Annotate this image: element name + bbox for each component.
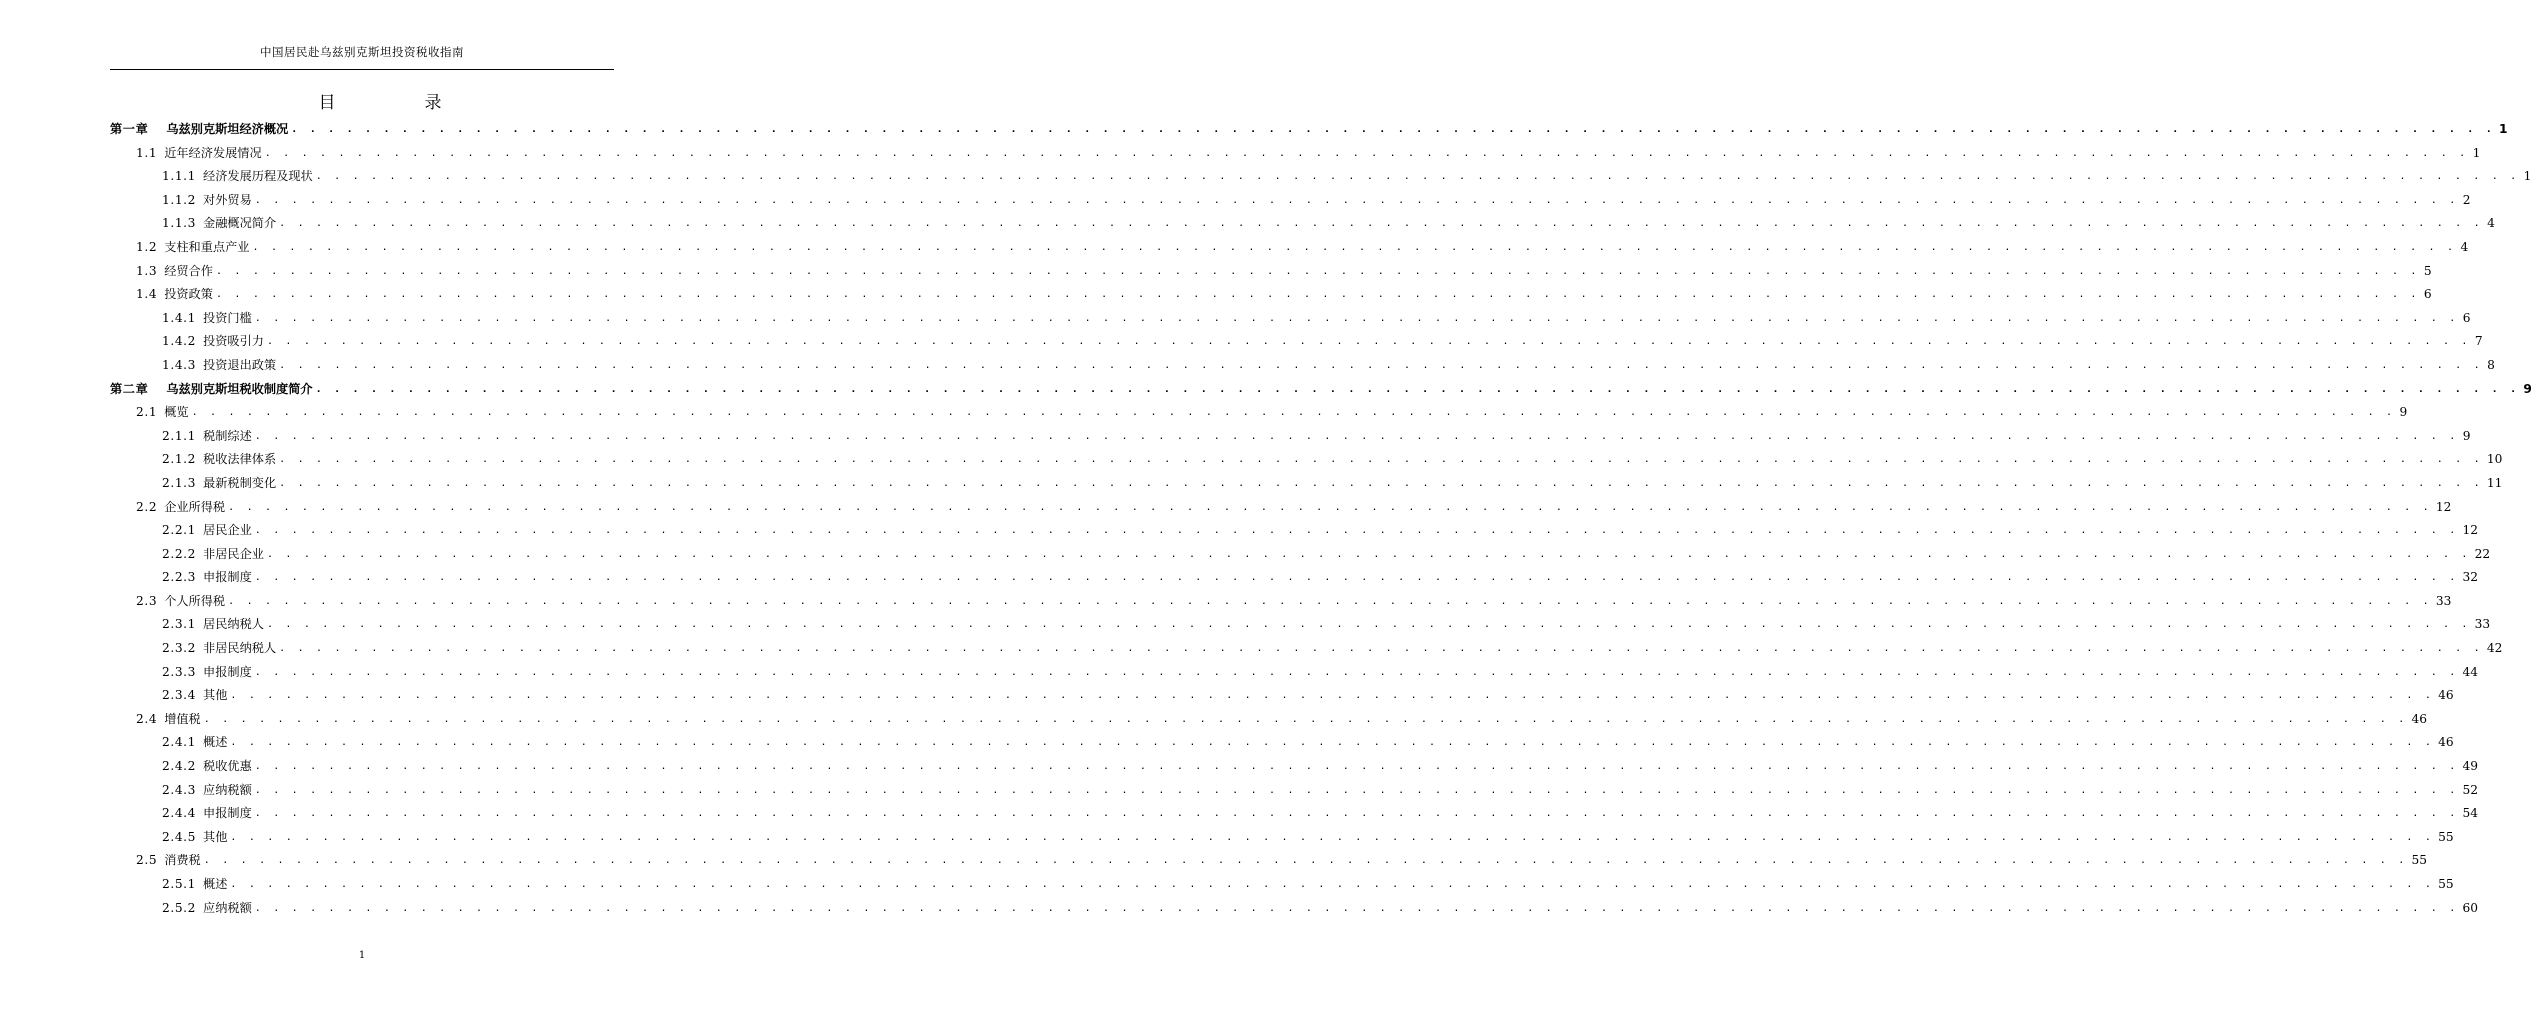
toc-entry-number: 2.5.1 (162, 877, 197, 891)
toc-entry-title: 投资退出政策 (203, 357, 277, 372)
toc-entry-title: 申报制度 (203, 806, 252, 821)
toc-entry-title: 应纳税额 (203, 782, 252, 797)
dot-leader: . . . . . . . . . . . . . . . . . . . . . . . . . . . . . . . . . . . . . . . . . . . . . . . . . . . . . . . . . . . . . . . . . . . . . . . . . . . . . . . . . . . . . . . . . . . . . . . . . . . . . . . . . . . . . . . . . . . . . . . . (254, 430, 2459, 442)
toc-entry[interactable] (110, 260, 2432, 284)
toc-entry[interactable] (110, 731, 2454, 755)
dot-leader: . . . . . . . . . . . . . . . . . . . . . . . . . . . . . . . . . . . . . . . . . . . . . . . . . . . . . . . . . . . . . . . . . . . . . . . . . . . . . . . . . . . . . . . . . . . . . . . . . . . . . . . . . . . . . . . . . . . . . . . . (254, 525, 2459, 537)
toc-entry-number: 2.4 (136, 711, 158, 726)
toc-entry-title: 申报制度 (203, 570, 252, 585)
toc-entry-number: 2.1.2 (162, 452, 197, 467)
toc-entry-page: 55 (2411, 853, 2427, 868)
toc-entry-title: 最新税制变化 (203, 475, 277, 490)
toc-entry-page: 44 (2462, 664, 2478, 679)
dot-leader: . . . . . . . . . . . . . . . . . . . . . . . . . . . . . . . . . . . . . . . . . . . . . . . . . . . . . . . . . . . . . . . . . . . . . . . . . . . . . . . . . . . . . . . . . . . . . . . . . . . . . . . . . . . . . . . . . . . . . . . . (254, 784, 2459, 796)
toc-entry-page: 54 (2462, 806, 2478, 821)
toc-entry-page: 1 (2498, 122, 2508, 136)
toc-entry[interactable] (110, 378, 2532, 402)
toc-entry-number: 1.1 (136, 145, 158, 160)
toc-title: 目 录 (318, 93, 478, 113)
toc-entry-number: 2.1.1 (162, 428, 197, 443)
toc-entry[interactable] (110, 566, 2478, 590)
toc-entry[interactable] (110, 307, 2471, 331)
dot-leader: . . . . . . . . . . . . . . . . . . . . . . . . . . . . . . . . . . . . . . . . . . . . . . . . . . . . . . . . . . . . . . . . . . . . . . . . . . . . . . . . . . . . . . . . . . . . . . . . . . . . . . . . . . . . . . . . . . . . . . . . (254, 761, 2459, 773)
toc-entry[interactable] (110, 613, 2491, 637)
toc-entry-title: 非居民纳税人 (203, 641, 277, 656)
dot-leader: . . . . . . . . . . . . . . . . . . . . . . . . . . . . . . . . . . . . . . . . . . . . . . . . . . . . . . . . . . . . . . . . . . . . . . . . . . . . . . . . . . . . . . . . . . . . . . . . . . . . . . . . . . . . . . . . . . . . . . . . (266, 548, 2471, 560)
toc-entry[interactable] (110, 826, 2454, 850)
toc-entry-title: 投资政策 (164, 287, 213, 302)
toc-entry-page: 2 (2462, 192, 2471, 207)
toc-entry-title: 税制综述 (203, 428, 252, 443)
toc-entry-page: 5 (2423, 263, 2432, 278)
toc-entry[interactable] (110, 472, 2503, 496)
toc-entry-title: 税收法律体系 (203, 452, 277, 467)
toc-entry-number: 1.4.3 (162, 357, 197, 372)
toc-entry-title: 概述 (203, 877, 228, 891)
dot-leader: . . . . . . . . . . . . . . . . . . . . . . . . . . . . . . . . . . . . . . . . . . . . . . . . . . . . . . . . . . . . . . . . . . . . . . . . . . . . . . . . . . . . . . . . . . . . . . . . . . . . . . . . . . . . . . . . . . . . . . . . (230, 831, 2435, 843)
dot-leader: . . . . . . . . . . . . . . . . . . . . . . . . . . . . . . . . . . . . . . . . . . . . . . . . . . . . . . . . . . . . . . . . . . . . . . . . . . . . . . . . . . . . . . . . . . . . . . . . . . . . . . . . . . . . . . . . . . . . . . . . (215, 265, 2420, 277)
toc-entry-number: 2.3.1 (162, 617, 197, 632)
toc-entry[interactable] (110, 448, 2503, 472)
toc-entry-title: 消费税 (164, 853, 201, 868)
toc-entry-title: 支柱和重点产业 (164, 239, 250, 254)
toc-entry-number: 1.1.2 (162, 192, 197, 207)
toc-entry-page: 55 (2438, 877, 2454, 891)
toc-entry[interactable] (110, 283, 2432, 307)
dot-leader: . . . . . . . . . . . . . . . . . . . . . . . . . . . . . . . . . . . . . . . . . . . . . . . . . . . . . . . . . . . . . . . . . . . . . . . . . . . . . . . . . . . . . . . . . . . . . . . . . . . . . . . . . . . . . . . . . . . . . . . . (228, 595, 2432, 607)
toc-entry-page: 46 (2438, 688, 2454, 703)
toc-entry-number: 2.2.1 (162, 523, 197, 538)
toc-entry-title: 投资吸引力 (203, 334, 264, 349)
toc-entry-title: 近年经济发展情况 (164, 145, 262, 160)
toc-entry-page: 4 (2487, 216, 2495, 231)
toc-entry[interactable] (110, 661, 2478, 685)
toc-entry-number: 2.2.2 (162, 546, 197, 561)
toc-entry-page: 12 (2462, 523, 2478, 538)
toc-entry[interactable] (110, 779, 2478, 803)
toc-entry[interactable] (110, 755, 2478, 779)
dot-leader: . . . . . . . . . . . . . . . . . . . . . . . . . . . . . . . . . . . . . . . . . . . . . . . . . . . . . . . . . . . . . . . . . . . . . . . . . . . . . . . . . . . . . . . . . . . . . . . . . . . . . . . . . . . . . . . . . . . . . . . . (254, 572, 2459, 584)
dot-leader: . . . . . . . . . . . . . . . . . . . . . . . . . . . . . . . . . . . . . . . . . . . . . . . . . . . . . . . . . . . . . . . . . . . . . . . . . . . . . . . . . . . . . . . . . . . . . . . . . . . . . . . . . . . . . . . . . . . . . . . . (279, 477, 2483, 489)
toc-entry[interactable] (110, 142, 2481, 166)
toc-entry-number: 1.3 (136, 263, 158, 278)
toc-entry-page: 33 (2435, 593, 2452, 608)
toc-entry[interactable] (110, 330, 2483, 354)
header-divider (110, 69, 614, 70)
toc-entry-number: 2.3.3 (162, 664, 197, 679)
toc-entry-number: 1.1.1 (162, 169, 197, 184)
running-header: 中国居民赴乌兹别克斯坦投资税收指南 (260, 45, 464, 59)
toc-entry-page: 1 (2472, 145, 2481, 160)
toc-entry-number: 2.4.3 (162, 782, 197, 797)
toc-entry[interactable] (110, 849, 2427, 873)
toc-entry-page: 22 (2474, 546, 2491, 561)
dot-leader: . . . . . . . . . . . . . . . . . . . . . . . . . . . . . . . . . . . . . . . . . . . . . . . . . . . . . . . . . . . . . . . . . . . . . . . . . . . . . . . . . . . . . . . . . . . . . . . . . . . . . . . . . . . . . . . . . . . . . . . . (254, 194, 2459, 206)
toc-entry-number: 2.3 (136, 593, 158, 608)
toc-entry[interactable] (110, 897, 2478, 921)
toc-entry-page: 11 (2486, 475, 2503, 490)
dot-leader: . . . . . . . . . . . . . . . . . . . . . . . . . . . . . . . . . . . . . . . . . . . . . . . . . . . . . . . . . . . . . . . . . . . . . . . . . . . . . . . . . . . . . . . . . . . . . . . . . . . . . . . . . . . . . . . . . . . . . . . . (254, 808, 2459, 820)
toc-entry-title: 个人所得税 (164, 593, 226, 608)
toc-entry-number: 1.4.2 (162, 334, 197, 349)
toc-entry[interactable] (110, 212, 2495, 236)
toc-entry[interactable] (110, 519, 2478, 543)
table-of-contents (110, 118, 2532, 920)
dot-leader: . . . . . . . . . . . . . . . . . . . . . . . . . . . . . . . . . . . . . . . . . . . . . . . . . . . . . . . . . . . . . . . . . . . . . . . . . . . . . . . . . . . . . . . . . . . . . . . . . . . . . . . . . . . . . . . . . . . . . . . . (279, 218, 2483, 230)
toc-entry-title: 企业所得税 (164, 499, 226, 514)
toc-entry-title: 其他 (203, 688, 228, 703)
dot-leader: . . . . . . . . . . . . . . . . . . . . . . . . . . . . . . . . . . . . . . . . . . . . . . . . . . . . . . . . . . . . . . . . . . . . . . . . . . . . . . . . . . . . . . . . . . . . . . . . . . . . . . . . . . . . . . . . . . . . . . . . (254, 312, 2459, 324)
toc-entry-page: 12 (2435, 499, 2452, 514)
dot-leader: . . . . . . . . . . . . . . . . . . . . . . . . . . . . . . . . . . . . . . . . . . . . . . . . . . . . . . . . . . . . . . . . . . . . . . . . . . . . . . . . . . . . . . . . . . . . . . . . . . . . . . . . . . . . . . . . . . . . . . . . (315, 171, 2520, 183)
toc-entry-title: 经济发展历程及现状 (203, 169, 313, 184)
toc-entry-number: 1.2 (136, 239, 158, 254)
toc-entry-title: 居民企业 (203, 523, 252, 538)
toc-entry[interactable] (110, 425, 2471, 449)
dot-leader: . . . . . . . . . . . . . . . . . . . . . . . . . . . . . . . . . . . . . . . . . . . . . . . . . . . . . . . . . . . . . . . . . . . . . . . . . . . . . . . . . . . . . . . . . . . . . . . . . . . . . . . . . . . . . . . . . . . . . . . . (291, 124, 2495, 135)
toc-entry[interactable] (110, 118, 2508, 142)
toc-entry[interactable] (110, 496, 2452, 520)
toc-entry-number: 2.5 (136, 853, 158, 868)
dot-leader: . . . . . . . . . . . . . . . . . . . . . . . . . . . . . . . . . . . . . . . . . . . . . . . . . . . . . . . . . . . . . . . . . . . . . . . . . . . . . . . . . . . . . . . . . . . . . . . . . . . . . . . . . . . . . . . . . . . . . . . . (191, 407, 2396, 419)
toc-entry-page: 33 (2474, 617, 2491, 632)
toc-entry-page: 46 (2438, 735, 2454, 750)
dot-leader: . . . . . . . . . . . . . . . . . . . . . . . . . . . . . . . . . . . . . . . . . . . . . . . . . . . . . . . . . . . . . . . . . . . . . . . . . . . . . . . . . . . . . . . . . . . . . . . . . . . . . . . . . . . . . . . . . . . . . . . . (254, 666, 2459, 678)
toc-entry-page: 42 (2486, 641, 2503, 656)
toc-entry-number: 2.1 (136, 405, 158, 420)
toc-entry-number: 2.2.3 (162, 570, 197, 585)
toc-entry-page: 52 (2462, 782, 2478, 797)
dot-leader: . . . . . . . . . . . . . . . . . . . . . . . . . . . . . . . . . . . . . . . . . . . . . . . . . . . . . . . . . . . . . . . . . . . . . . . . . . . . . . . . . . . . . . . . . . . . . . . . . . . . . . . . . . . . . . . . . . . . . . . . (230, 737, 2435, 749)
toc-entry[interactable] (110, 401, 2408, 425)
toc-entry-page: 55 (2438, 829, 2454, 844)
toc-entry-page: 6 (2423, 287, 2432, 302)
dot-leader: . . . . . . . . . . . . . . . . . . . . . . . . . . . . . . . . . . . . . . . . . . . . . . . . . . . . . . . . . . . . . . . . . . . . . . . . . . . . . . . . . . . . . . . . . . . . . . . . . . . . . . . . . . . . . . . . . . . . . . . . (279, 359, 2483, 371)
toc-entry-number: 2.1.3 (162, 475, 197, 490)
dot-leader: . . . . . . . . . . . . . . . . . . . . . . . . . . . . . . . . . . . . . . . . . . . . . . . . . . . . . . . . . . . . . . . . . . . . . . . . . . . . . . . . . . . . . . . . . . . . . . . . . . . . . . . . . . . . . . . . . . . . . . . . (230, 690, 2435, 702)
toc-entry-title: 申报制度 (203, 664, 252, 679)
toc-entry-title: 乌兹别克斯坦经济概况 (166, 122, 289, 136)
toc-entry[interactable] (110, 708, 2427, 732)
toc-entry-number: 2.4.4 (162, 806, 197, 821)
toc-entry-title: 税收优惠 (203, 759, 252, 774)
dot-leader: . . . . . . . . . . . . . . . . . . . . . . . . . . . . . . . . . . . . . . . . . . . . . . . . . . . . . . . . . . . . . . . . . . . . . . . . . . . . . . . . . . . . . . . . . . . . . . . . . . . . . . . . . . . . . . . . . . . . . . . . (230, 879, 2435, 890)
toc-entry-page: 9 (2462, 428, 2471, 443)
toc-entry-number: 2.2 (136, 499, 158, 514)
toc-entry-title: 其他 (203, 829, 228, 844)
toc-entry[interactable] (110, 165, 2532, 189)
dot-leader: . . . . . . . . . . . . . . . . . . . . . . . . . . . . . . . . . . . . . . . . . . . . . . . . . . . . . . . . . . . . . . . . . . . . . . . . . . . . . . . . . . . . . . . . . . . . . . . . . . . . . . . . . . . . . . . . . . . . . . . . (279, 643, 2483, 655)
toc-entry[interactable] (110, 354, 2495, 378)
toc-entry-page: 46 (2411, 711, 2427, 726)
toc-entry-title: 对外贸易 (203, 192, 252, 207)
toc-entry-number: 第一章 (110, 122, 149, 136)
toc-entry-page: 32 (2462, 570, 2478, 585)
toc-entry[interactable] (110, 189, 2471, 213)
toc-entry-number: 2.4.1 (162, 735, 197, 750)
toc-entry-number: 1.1.3 (162, 216, 197, 231)
toc-entry-title: 金融概况简介 (203, 216, 277, 231)
toc-entry-title: 增值税 (164, 711, 201, 726)
toc-entry-number: 1.4.1 (162, 310, 197, 325)
dot-leader: . . . . . . . . . . . . . . . . . . . . . . . . . . . . . . . . . . . . . . . . . . . . . . . . . . . . . . . . . . . . . . . . . . . . . . . . . . . . . . . . . . . . . . . . . . . . . . . . . . . . . . . . . . . . . . . . . . . . . . . . (315, 383, 2520, 395)
toc-entry-number: 2.3.4 (162, 688, 197, 703)
toc-entry[interactable] (110, 684, 2454, 708)
toc-entry-title: 概览 (164, 405, 189, 420)
toc-entry-page: 9 (2523, 381, 2532, 396)
toc-entry-title: 经贸合作 (164, 263, 213, 278)
dot-leader: . . . . . . . . . . . . . . . . . . . . . . . . . . . . . . . . . . . . . . . . . . . . . . . . . . . . . . . . . . . . . . . . . . . . . . . . . . . . . . . . . . . . . . . . . . . . . . . . . . . . . . . . . . . . . . . . . . . . . . . . (215, 289, 2420, 301)
toc-entry-page: 10 (2486, 452, 2503, 467)
toc-entry-number: 2.4.5 (162, 829, 197, 844)
dot-leader: . . . . . . . . . . . . . . . . . . . . . . . . . . . . . . . . . . . . . . . . . . . . . . . . . . . . . . . . . . . . . . . . . . . . . . . . . . . . . . . . . . . . . . . . . . . . . . . . . . . . . . . . . . . . . . . . . . . . . . . . (264, 147, 2469, 159)
toc-entry-number: 2.4.2 (162, 759, 197, 774)
toc-entry-number: 1.4 (136, 287, 158, 302)
dot-leader: . . . . . . . . . . . . . . . . . . . . . . . . . . . . . . . . . . . . . . . . . . . . . . . . . . . . . . . . . . . . . . . . . . . . . . . . . . . . . . . . . . . . . . . . . . . . . . . . . . . . . . . . . . . . . . . . . . . . . . . . (266, 336, 2471, 348)
dot-leader: . . . . . . . . . . . . . . . . . . . . . . . . . . . . . . . . . . . . . . . . . . . . . . . . . . . . . . . . . . . . . . . . . . . . . . . . . . . . . . . . . . . . . . . . . . . . . . . . . . . . . . . . . . . . . . . . . . . . . . . . (252, 241, 2457, 253)
dot-leader: . . . . . . . . . . . . . . . . . . . . . . . . . . . . . . . . . . . . . . . . . . . . . . . . . . . . . . . . . . . . . . . . . . . . . . . . . . . . . . . . . . . . . . . . . . . . . . . . . . . . . . . . . . . . . . . . . . . . . . . . (203, 855, 2408, 867)
dot-leader: . . . . . . . . . . . . . . . . . . . . . . . . . . . . . . . . . . . . . . . . . . . . . . . . . . . . . . . . . . . . . . . . . . . . . . . . . . . . . . . . . . . . . . . . . . . . . . . . . . . . . . . . . . . . . . . . . . . . . . . . (228, 501, 2432, 513)
dot-leader: . . . . . . . . . . . . . . . . . . . . . . . . . . . . . . . . . . . . . . . . . . . . . . . . . . . . . . . . . . . . . . . . . . . . . . . . . . . . . . . . . . . . . . . . . . . . . . . . . . . . . . . . . . . . . . . . . . . . . . . . (203, 713, 2408, 725)
toc-entry-title: 投资门槛 (203, 310, 252, 325)
toc-entry-page: 1 (2523, 169, 2532, 184)
toc-entry-title: 概述 (203, 735, 228, 750)
toc-entry-title: 乌兹别克斯坦税收制度简介 (166, 381, 313, 396)
toc-entry-title: 居民纳税人 (203, 617, 264, 632)
toc-entry-number: 第二章 (110, 381, 149, 396)
toc-entry-page: 49 (2462, 759, 2478, 774)
toc-entry-page: 8 (2487, 357, 2495, 372)
toc-entry-title: 应纳税额 (203, 900, 252, 915)
toc-entry-page: 4 (2460, 239, 2469, 254)
dot-leader: . . . . . . . . . . . . . . . . . . . . . . . . . . . . . . . . . . . . . . . . . . . . . . . . . . . . . . . . . . . . . . . . . . . . . . . . . . . . . . . . . . . . . . . . . . . . . . . . . . . . . . . . . . . . . . . . . . . . . . . . (279, 454, 2483, 466)
toc-entry-page: 7 (2474, 334, 2483, 349)
toc-entry-page: 60 (2462, 900, 2478, 915)
dot-leader: . . . . . . . . . . . . . . . . . . . . . . . . . . . . . . . . . . . . . . . . . . . . . . . . . . . . . . . . . . . . . . . . . . . . . . . . . . . . . . . . . . . . . . . . . . . . . . . . . . . . . . . . . . . . . . . . . . . . . . . . (254, 902, 2459, 914)
toc-entry[interactable] (110, 590, 2452, 614)
toc-entry[interactable] (110, 802, 2478, 826)
toc-entry-number: 2.5.2 (162, 900, 197, 915)
toc-entry[interactable] (110, 637, 2503, 661)
toc-entry-page: 6 (2462, 310, 2471, 325)
toc-entry-number: 2.3.2 (162, 641, 197, 656)
page-number: 1 (358, 950, 366, 961)
toc-entry[interactable] (110, 543, 2491, 567)
dot-leader: . . . . . . . . . . . . . . . . . . . . . . . . . . . . . . . . . . . . . . . . . . . . . . . . . . . . . . . . . . . . . . . . . . . . . . . . . . . . . . . . . . . . . . . . . . . . . . . . . . . . . . . . . . . . . . . . . . . . . . . . (266, 619, 2471, 631)
toc-entry-title: 非居民企业 (203, 546, 264, 561)
toc-entry-page: 9 (2399, 405, 2408, 420)
toc-entry[interactable] (110, 873, 2454, 897)
toc-entry[interactable] (110, 236, 2469, 260)
